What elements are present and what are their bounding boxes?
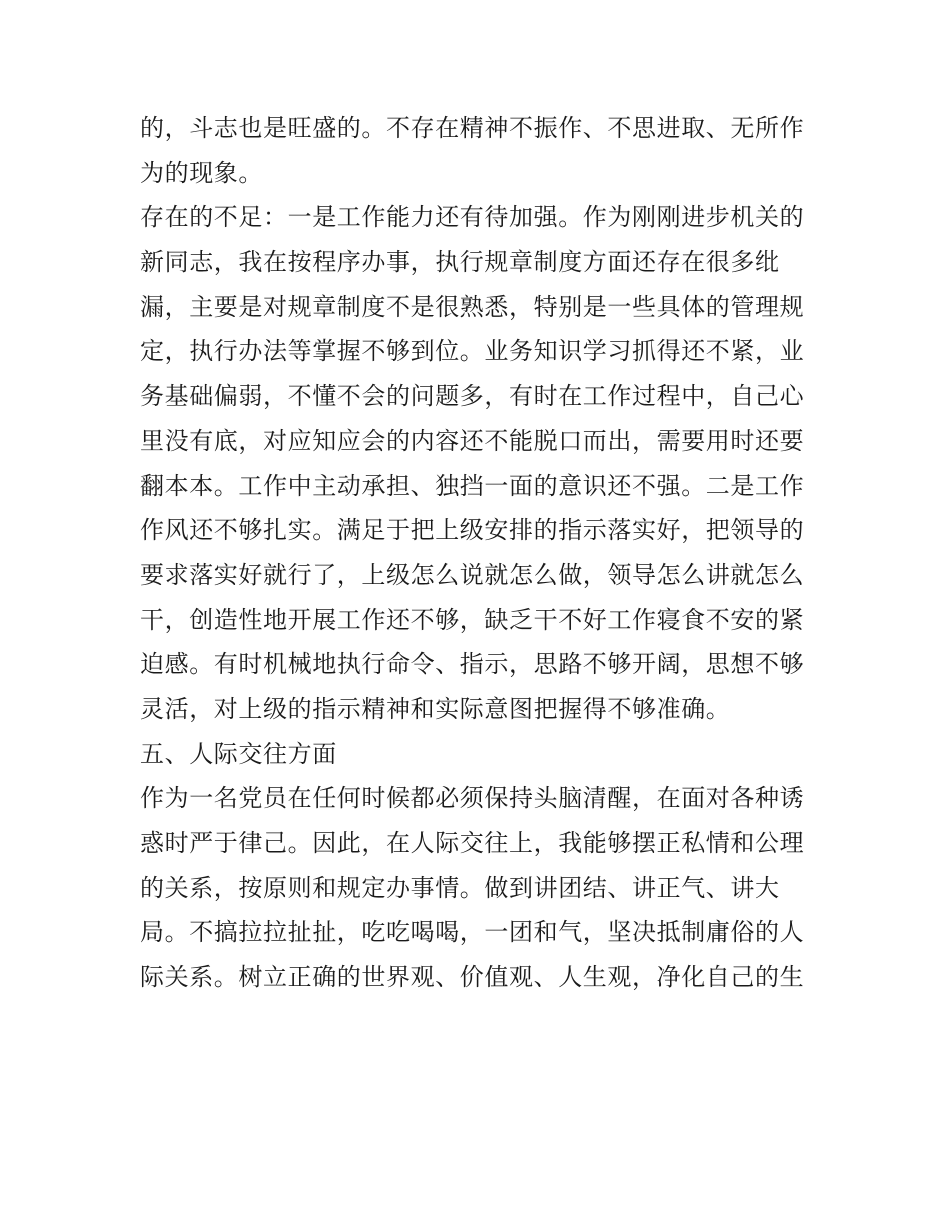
text-line: 定，执行办法等掌握不够到位。业务知识学习抓得还不紧，业 xyxy=(140,337,805,366)
text-line: 为的现象。 xyxy=(140,158,263,187)
text-line: 的关系，按原则和规定办事情。做到讲团结、讲正气、讲大 xyxy=(140,873,780,902)
text-line: 务基础偏弱，不懂不会的问题多，有时在工作过程中，自己心 xyxy=(140,382,805,411)
text-line: 里没有底，对应知应会的内容还不能脱口而出，需要用时还要 xyxy=(140,426,805,455)
text-line: 作风还不够扎实。满足于把上级安排的指示落实好，把领导的 xyxy=(140,516,805,545)
text-line: 灵活，对上级的指示精神和实际意图把握得不够准确。 xyxy=(140,694,731,723)
text-line: 迫感。有时机械地执行命令、指示，思路不够开阔，思想不够 xyxy=(140,650,805,679)
document-body xyxy=(140,106,820,1000)
text-line: 惑时严于律己。因此，在人际交往上，我能够摆正私情和公理 xyxy=(140,829,805,857)
text-line: 局。不搞拉拉扯扯，吃吃喝喝，一团和气，坚决抵制庸俗的人 xyxy=(140,918,805,947)
text-line: 的，斗志也是旺盛的。不存在精神不振作、不思进取、无所作 xyxy=(140,114,805,142)
text-line: 翻本本。工作中主动承担、独挡一面的意识还不强。二是工作 xyxy=(140,471,805,500)
text-line: 际关系。树立正确的世界观、价值观、人生观，净化自己的生 xyxy=(140,963,805,992)
text-line: 新同志，我在按程序办事，执行规章制度方面还存在很多纰 xyxy=(140,248,780,277)
text-line: 存在的不足：一是工作能力还有待加强。作为刚刚进步机关的 xyxy=(140,203,805,232)
text-line: 作为一名党员在任何时候都必须保持头脑清醒，在面对各种诱 xyxy=(140,784,805,813)
text-line: 干，创造性地开展工作还不够，缺乏干不好工作寝食不安的紧 xyxy=(140,605,805,634)
text-line: 要求落实好就行了，上级怎么说就怎么做，领导怎么讲就怎么 xyxy=(140,560,805,589)
section-heading: 五、人际交往方面 xyxy=(140,739,337,768)
text-line: 漏，主要是对规章制度不是很熟悉，特别是一些具体的管理规 xyxy=(140,292,805,321)
